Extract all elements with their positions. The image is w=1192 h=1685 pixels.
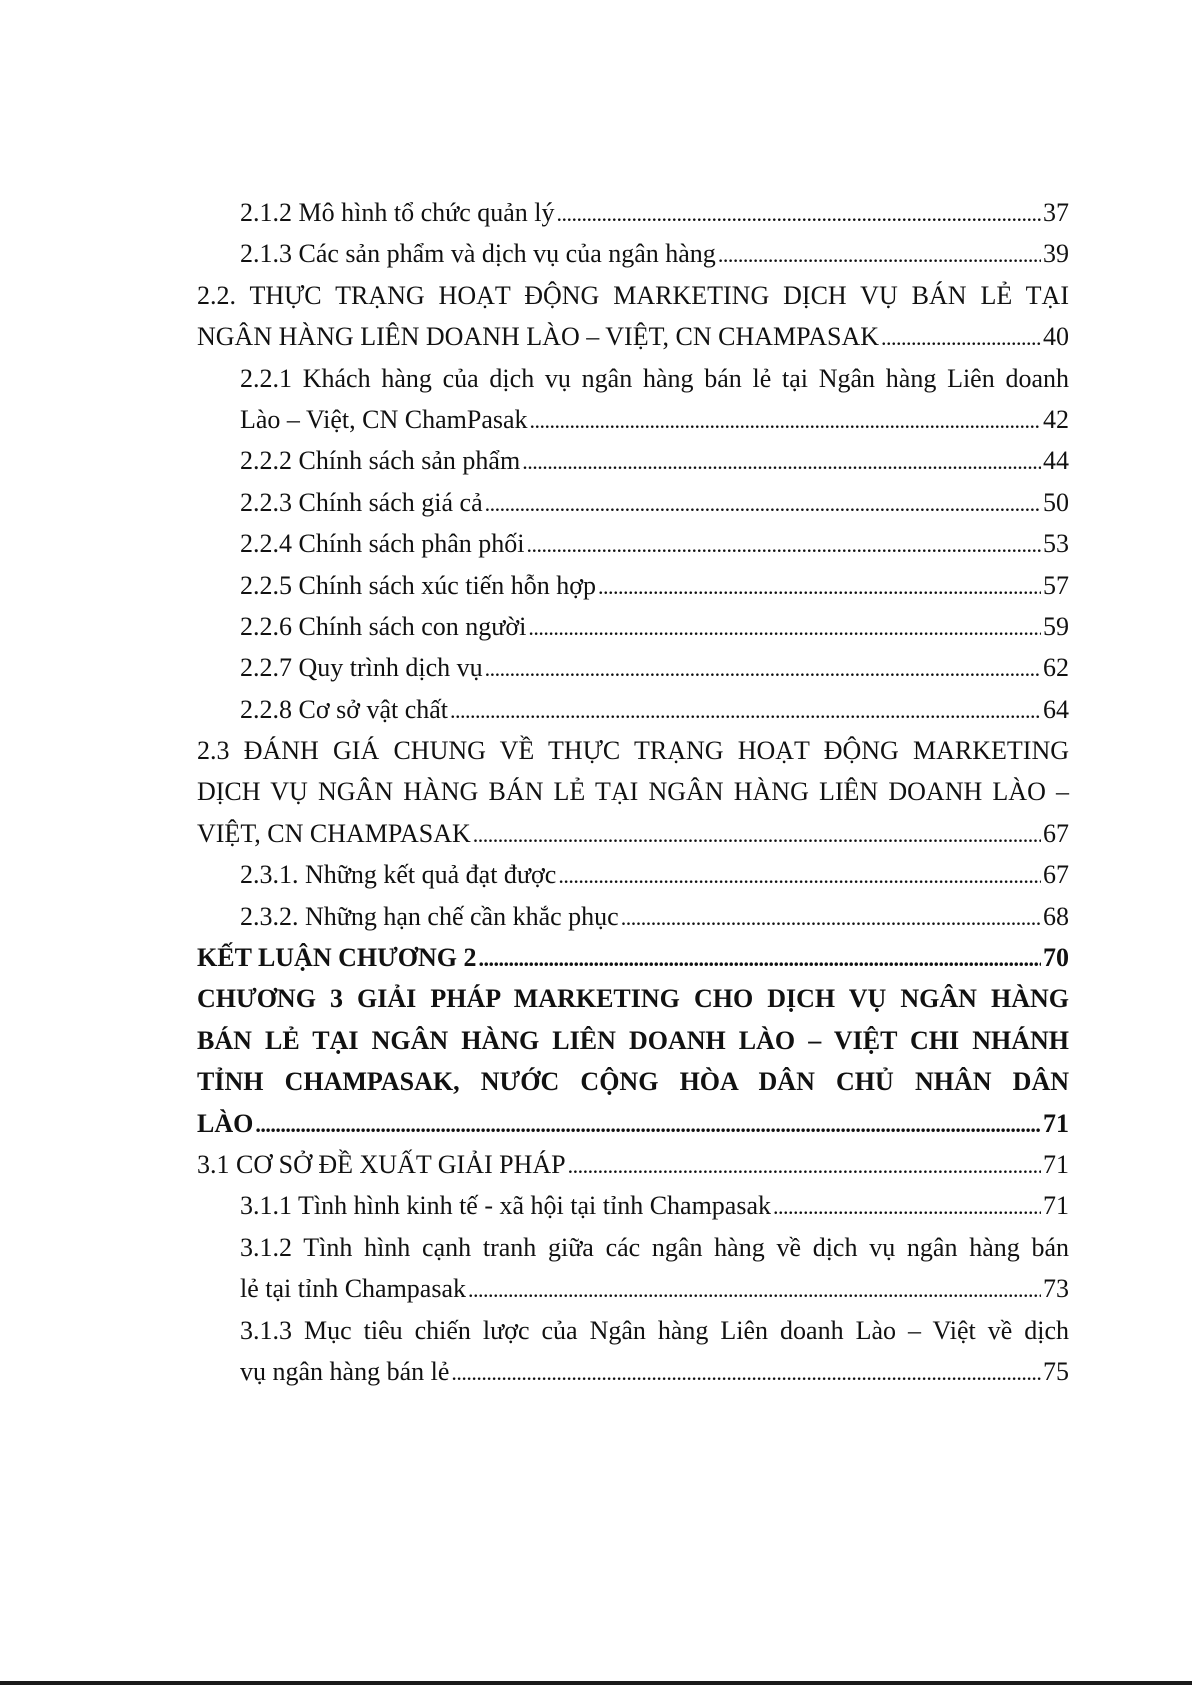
dot-leader	[718, 233, 1041, 275]
dot-leader	[528, 606, 1041, 648]
toc-page-number: 39	[1043, 239, 1069, 269]
toc-entry-title: vụ ngân hàng bán lẻ	[240, 1356, 450, 1386]
toc-entry-2-3-line2[interactable]: DỊCH VỤ NGÂN HÀNG BÁN LẺ TẠI NGÂN HÀNG LIÊN DOANH LÀO –	[197, 777, 1069, 807]
toc-entry-title: 2.2.3 Chính sách giá cả	[240, 487, 483, 517]
toc-page-number: 67	[1043, 860, 1069, 890]
toc-entry-2-1-2[interactable]	[197, 192, 1069, 233]
toc-entry-chuong-3-line1[interactable]: CHƯƠNG 3 GIẢI PHÁP MARKETING CHO DỊCH VỤ NGÂN HÀNG	[197, 984, 1069, 1014]
toc-page-number: 75	[1043, 1356, 1069, 1386]
toc-entry-3-1-2[interactable]	[197, 1268, 1069, 1309]
toc-page-number: 67	[1043, 818, 1069, 848]
toc-entry-2-1-3[interactable]	[197, 233, 1069, 274]
dot-leader	[621, 896, 1041, 938]
toc-page-number: 44	[1043, 446, 1069, 476]
toc-page-number: 53	[1043, 529, 1069, 559]
toc-entry-title: VIỆT, CN CHAMPASAK	[197, 818, 471, 848]
dot-leader	[522, 440, 1041, 482]
toc-entry-2-3-line1[interactable]: 2.3 ĐÁNH GIÁ CHUNG VỀ THỰC TRẠNG HOẠT ĐỘNG MARKETING	[197, 736, 1069, 766]
dot-leader	[450, 689, 1041, 731]
toc-entry-title: 2.2.6 Chính sách con người	[240, 611, 527, 641]
dot-leader	[451, 1351, 1041, 1393]
toc-page-number: 62	[1043, 653, 1069, 683]
toc-entry-title: 2.2.2 Chính sách sản phẩm	[240, 446, 521, 476]
dot-leader	[485, 647, 1041, 689]
dot-leader	[557, 192, 1041, 234]
toc-entry-2-2-5[interactable]	[197, 565, 1069, 606]
toc-entry-2-2-2[interactable]	[197, 440, 1069, 481]
dot-leader	[527, 523, 1041, 565]
toc-entry-2-2[interactable]	[197, 316, 1069, 357]
dot-leader	[479, 937, 1041, 979]
toc-page-number: 71	[1043, 1149, 1069, 1179]
toc-entry-title: NGÂN HÀNG LIÊN DOANH LÀO – VIỆT, CN CHAMPASAK	[197, 322, 880, 352]
dot-leader	[468, 1268, 1041, 1310]
toc-entry-title: Lào – Việt, CN ChamPasak	[240, 404, 528, 434]
dot-leader	[773, 1185, 1041, 1227]
toc-entry-2-2-7[interactable]	[197, 647, 1069, 688]
toc-entry-title: 2.1.2 Mô hình tổ chức quản lý	[240, 198, 555, 227]
toc-page-number: 71	[1043, 1191, 1069, 1221]
toc-page-number: 71	[1043, 1108, 1069, 1138]
toc-entry-title: 2.3.2. Những hạn chế cần khắc phục	[240, 901, 619, 931]
toc-entry-3-1-3[interactable]	[197, 1351, 1069, 1392]
dot-leader	[558, 854, 1041, 896]
toc-entry-2-2-3[interactable]	[197, 482, 1069, 523]
toc-entry-title: LÀO	[197, 1108, 254, 1138]
toc-entry-ket-luan-chuong-2[interactable]	[197, 937, 1069, 978]
toc-entry-title: 2.2.5 Chính sách xúc tiến hỗn hợp	[240, 570, 597, 600]
toc-entry-2-3-2[interactable]	[197, 896, 1069, 937]
toc-page-number: 68	[1043, 901, 1069, 931]
toc-entry-title: 3.1 CƠ SỞ ĐỀ XUẤT GIẢI PHÁP	[197, 1149, 566, 1179]
toc-entry-3-1[interactable]	[197, 1144, 1069, 1185]
toc-page-number: 50	[1043, 487, 1069, 517]
toc-entry-2-2-line1[interactable]: 2.2. THỰC TRẠNG HOẠT ĐỘNG MARKETING DỊCH VỤ BÁN LẺ TẠI	[197, 280, 1069, 310]
toc-page-number: 64	[1043, 694, 1069, 724]
toc-entry-title: lẻ tại tỉnh Champasak	[240, 1274, 467, 1304]
dot-leader	[485, 482, 1041, 524]
toc-entry-2-2-1-line1[interactable]: 2.2.1 Khách hàng của dịch vụ ngân hàng bán lẻ tại Ngân hàng Liên doanh	[240, 363, 1069, 393]
bottom-border	[0, 1681, 1192, 1685]
toc-entry-title: 2.2.7 Quy trình dịch vụ	[240, 653, 483, 683]
toc-page-number: 57	[1043, 570, 1069, 600]
toc-entry-2-2-1[interactable]	[197, 399, 1069, 440]
toc-entry-title: 3.1.1 Tình hình kinh tế - xã hội tại tỉnh Champasak	[240, 1191, 772, 1221]
dot-leader	[598, 565, 1041, 607]
table-of-contents	[197, 192, 1069, 1392]
toc-entry-chuong-3-line2[interactable]: BÁN LẺ TẠI NGÂN HÀNG LIÊN DOANH LÀO – VIỆT CHI NHÁNH	[197, 1025, 1069, 1055]
toc-page-number: 40	[1043, 322, 1069, 352]
toc-page-number: 37	[1043, 198, 1069, 227]
dot-leader	[530, 399, 1041, 441]
toc-entry-chuong-3-line3[interactable]: TỈNH CHAMPASAK, NƯỚC CỘNG HÒA DÂN CHỦ NHÂN DÂN	[197, 1067, 1069, 1097]
toc-entry-title: 2.2.4 Chính sách phân phối	[240, 529, 525, 559]
dot-leader	[473, 813, 1041, 855]
toc-entry-3-1-2-line1[interactable]: 3.1.2 Tình hình cạnh tranh giữa các ngân hàng về dịch vụ ngân hàng bán	[240, 1232, 1069, 1262]
toc-entry-2-2-8[interactable]	[197, 689, 1069, 730]
toc-page-number: 73	[1043, 1274, 1069, 1304]
toc-entry-title: 2.3.1. Những kết quả đạt được	[240, 860, 557, 890]
toc-entry-2-3[interactable]	[197, 813, 1069, 854]
toc-entry-3-1-3-line1[interactable]: 3.1.3 Mục tiêu chiến lược của Ngân hàng Liên doanh Lào – Việt về dịch	[240, 1315, 1069, 1345]
dot-leader	[255, 1103, 1041, 1145]
toc-entry-title: 2.1.3 Các sản phẩm và dịch vụ của ngân hàng	[240, 239, 716, 269]
dot-leader	[568, 1144, 1041, 1186]
toc-page-number: 42	[1043, 404, 1069, 434]
toc-entry-title: KẾT LUẬN CHƯƠNG 2	[197, 943, 477, 973]
toc-page-number: 59	[1043, 611, 1069, 641]
toc-entry-title: 2.2.8 Cơ sở vật chất	[240, 694, 449, 724]
toc-page-number: 70	[1043, 943, 1069, 973]
toc-entry-chuong-3[interactable]	[197, 1103, 1069, 1144]
toc-entry-3-1-1[interactable]	[197, 1185, 1069, 1226]
toc-entry-2-2-4[interactable]	[197, 523, 1069, 564]
toc-entry-2-2-6[interactable]	[197, 606, 1069, 647]
dot-leader	[881, 316, 1041, 358]
toc-entry-2-3-1[interactable]	[197, 854, 1069, 895]
